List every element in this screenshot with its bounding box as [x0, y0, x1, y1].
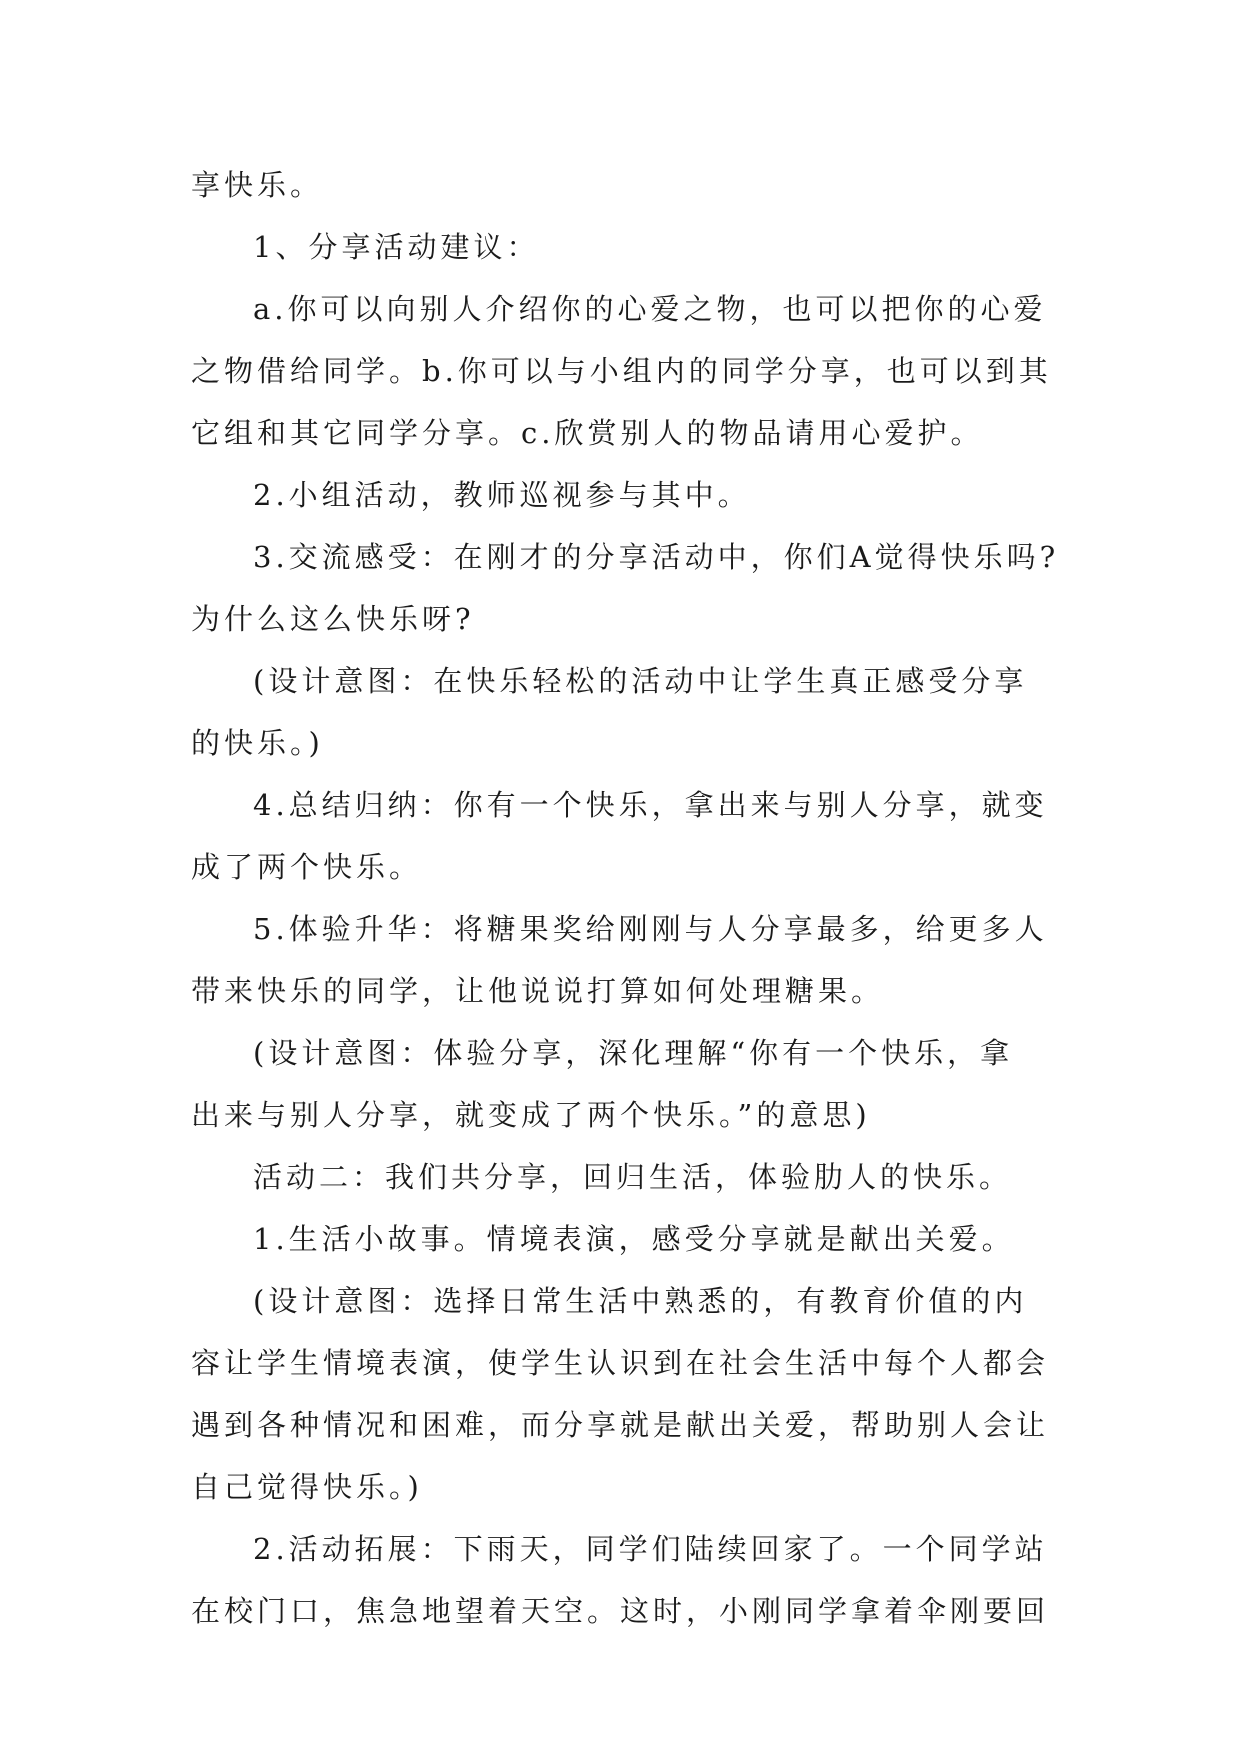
text-line: 3.交流感受：在刚才的分享活动中，你们A觉得快乐吗?: [253, 540, 1060, 574]
text-line: 容让学生情境表演，使学生认识到在社会生活中每个人都会: [191, 1346, 1050, 1380]
text-line: 带来快乐的同学，让他说说打算如何处理糖果。: [191, 974, 885, 1008]
text-line: 1.生活小故事。情境表演，感受分享就是献出关爱。: [253, 1222, 1015, 1256]
text-line: 的快乐。): [191, 726, 324, 760]
text-line: 1、分享活动建议：: [253, 230, 540, 264]
text-line: 遇到各种情况和困难，而分享就是献出关爱，帮助别人会让: [191, 1408, 1050, 1442]
text-line: 享快乐。: [191, 168, 324, 202]
text-line: (设计意图：体验分享，深化理解“你有一个快乐，拿: [253, 1036, 1014, 1070]
text-line: 4.总结归纳：你有一个快乐，拿出来与别人分享，就变: [253, 788, 1048, 822]
text-line: 2.小组活动，教师巡视参与其中。: [253, 478, 751, 512]
text-line: 在校门口，焦急地望着天空。这时，小刚同学拿着伞刚要回: [191, 1594, 1050, 1628]
text-line: (设计意图：选择日常生活中熟悉的，有教育价值的内: [253, 1284, 1028, 1318]
text-line: 之物借给同学。b.你可以与小组内的同学分享，也可以到其: [191, 354, 1052, 388]
text-line: 2.活动拓展：下雨天，同学们陆续回家了。一个同学站: [253, 1532, 1048, 1566]
text-line: 为什么这么快乐呀?: [191, 602, 475, 636]
text-line: 它组和其它同学分享。c.欣赏别人的物品请用心爱护。: [191, 416, 984, 450]
text-line: 自己觉得快乐。): [191, 1470, 423, 1504]
text-line: 活动二：我们共分享，回归生活，体验肋人的快乐。: [253, 1160, 1013, 1194]
text-line: (设计意图：在快乐轻松的活动中让学生真正感受分享: [253, 664, 1028, 698]
text-line: 出来与别人分享，就变成了两个快乐。”的意思): [191, 1098, 871, 1132]
document-body: [191, 154, 1060, 1642]
text-line: 成了两个快乐。: [191, 850, 423, 884]
text-line: a.你可以向别人介绍你的心爱之物，也可以把你的心爱: [253, 292, 1047, 326]
text-line: 5.体验升华：将糖果奖给刚刚与人分享最多，给更多人: [253, 912, 1048, 946]
